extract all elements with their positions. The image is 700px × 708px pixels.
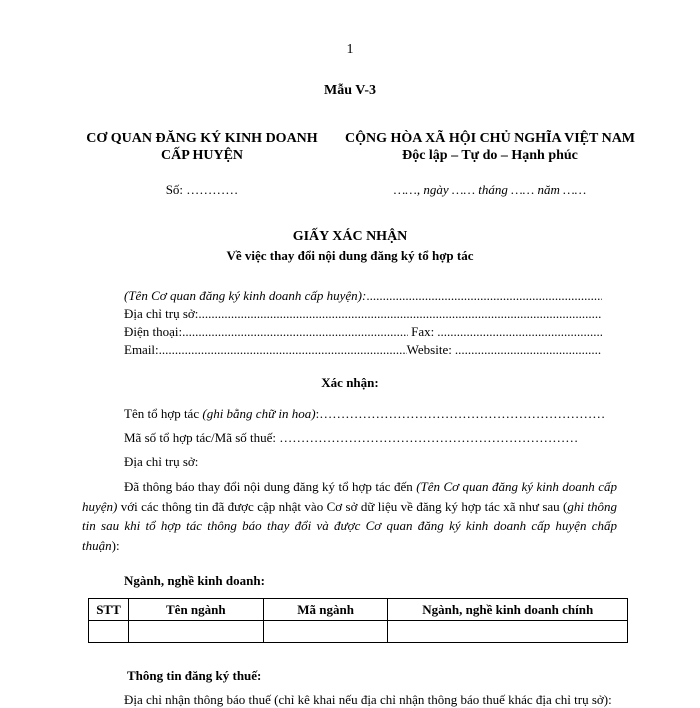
agency-address-label: Địa chỉ trụ sở:: [124, 306, 199, 321]
notice-instruction-hint: ghi thông tin sau khi tổ hợp tác thông báo thay đổi và được Cơ quan đăng ký kinh doanh cấp huyện chấp thuận: [82, 498, 617, 553]
table-cell: [128, 621, 263, 643]
document-number: Số: …………: [165, 182, 239, 197]
column-header-stt: STT: [89, 599, 129, 621]
website-dots: [455, 341, 602, 359]
notice-text-2: với các thông tin đã được cập nhật vào Cơ sở dữ liệu về đăng ký hợp tác xã như sau (: [117, 498, 568, 514]
column-header-name: Tên ngành: [128, 599, 263, 621]
table-row: [89, 621, 628, 643]
fax-label: Fax:: [411, 324, 435, 339]
agency-header-line2: CẤP HUYỆN: [160, 148, 244, 163]
email-label: Email:: [124, 342, 159, 357]
notice-text-1: Đã thông báo thay đổi nội dung đăng ký tổ hợp tác đến: [124, 479, 417, 494]
email-dots: [159, 341, 407, 359]
certificate-title: GIẤY XÁC NHẬN: [292, 229, 408, 244]
fax-dots: [437, 323, 602, 341]
table-cell: [263, 621, 388, 643]
coop-name-label: Tên tổ hợp tác: [124, 406, 200, 421]
agency-header: [82, 130, 322, 164]
agency-address-row: [124, 305, 602, 323]
column-header-main: Ngành, nghề kinh doanh chính: [388, 599, 628, 621]
agency-header-line1: CƠ QUAN ĐĂNG KÝ KINH DOANH: [86, 131, 318, 146]
business-table: [88, 598, 628, 643]
tax-address-text: Địa chỉ nhận thông báo thuế (chỉ kê khai nếu địa chỉ nhận thông báo thuế khác địa chỉ trụ sở):: [124, 692, 612, 707]
website-label: Website:: [406, 342, 452, 357]
agency-name-row: [124, 287, 602, 305]
coop-name-row: [124, 406, 606, 422]
motto: Độc lập – Tự do – Hạnh phúc: [402, 148, 578, 163]
phone-label: Điện thoại:: [124, 324, 183, 339]
agency-name-dots: [366, 287, 602, 305]
business-heading: Ngành, nghề kinh doanh:: [124, 573, 265, 588]
coop-address-row: Địa chỉ trụ sở:: [124, 454, 199, 469]
tax-heading: Thông tin đăng ký thuế:: [127, 668, 262, 683]
coop-name-hint: (ghi bằng chữ in hoa): [202, 406, 316, 421]
phone-dots: [182, 323, 408, 341]
agency-name-label: (Tên Cơ quan đăng ký kinh doanh cấp huyện):: [124, 288, 367, 303]
document-date: ……, ngày …… tháng …… năm ……: [393, 182, 587, 197]
national-motto: [345, 130, 635, 164]
table-cell: [89, 621, 129, 643]
table-header-row: [89, 599, 628, 621]
certificate-subtitle: Về việc thay đổi nội dung đăng ký tổ hợp tác: [226, 248, 474, 263]
notice-agency-hint: (Tên Cơ quan đăng ký kinh doanh cấp huyện): [82, 479, 617, 514]
form-code: Mẫu V-3: [324, 83, 376, 98]
national-name: CỘNG HÒA XÃ HỘI CHỦ NGHĨA VIỆT NAM: [345, 131, 636, 146]
column-header-code: Mã ngành: [263, 599, 388, 621]
coop-tax-code-row: Mã số tổ hợp tác/Mã số thuế: ……………………………………………………………: [124, 430, 579, 445]
agency-email-row: [124, 341, 602, 359]
agency-address-dots: [198, 305, 602, 323]
confirm-heading: Xác nhận:: [321, 375, 379, 390]
page-number: 1: [346, 42, 354, 57]
table-cell: [388, 621, 628, 643]
agency-phone-row: [124, 323, 602, 341]
notice-text-3: ):: [111, 537, 120, 553]
notice-paragraph: [82, 477, 617, 555]
coop-name-dots: :…………………………………………………………: [315, 406, 606, 421]
